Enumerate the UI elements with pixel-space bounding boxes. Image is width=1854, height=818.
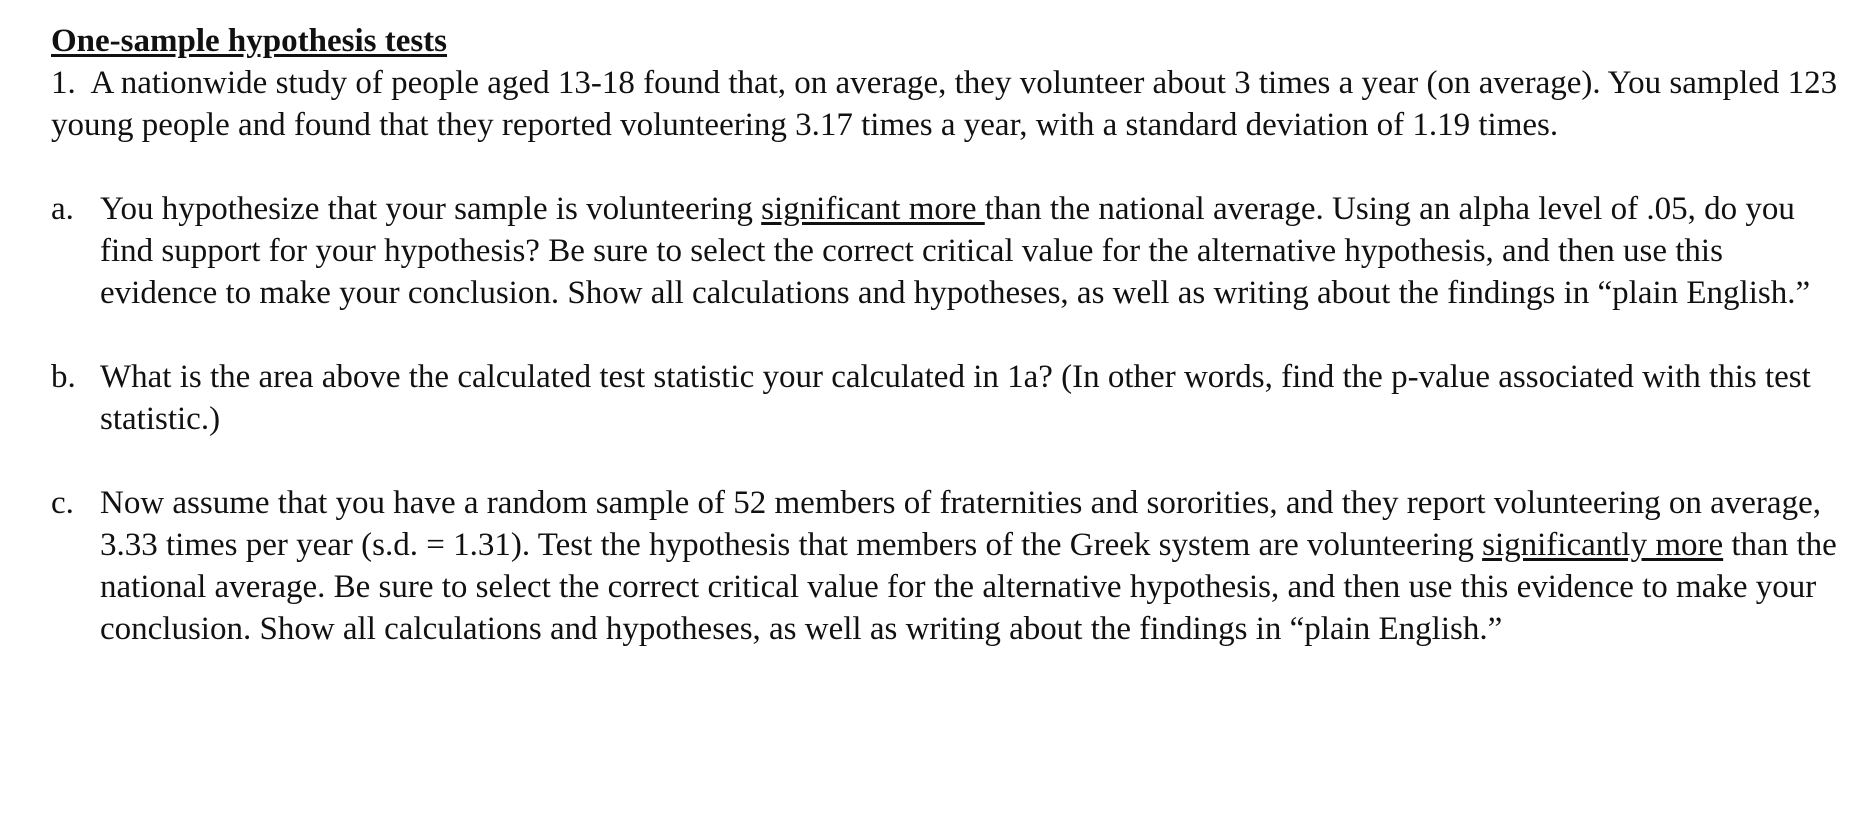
part-b-letter: b. xyxy=(51,359,76,395)
part-b-text: What is the area above the calculated test statistic your calculated in 1a? (In other words, find the p-value associated with this test statistic.) xyxy=(100,359,1811,437)
document-page xyxy=(51,20,1841,692)
page-title: One-sample hypothesis tests xyxy=(51,23,448,59)
part-c-text-before: Now assume that you have a random sample of 52 members of fraternities and sororities, and they report volunteering on average, 3.33 times per year (s.d. = 1.31). Test the hypothesis that members of the Greek system are volunteering xyxy=(100,485,1821,563)
part-a-text xyxy=(100,188,1841,314)
problem-1-intro xyxy=(51,62,1841,146)
part-c-text-after: than the national average. Be sure to select the correct critical value for the alternative hypothesis, and then use this evidence to make your conclusion. Show all calculations and hypotheses, as well as writing about the findings in “plain English.” xyxy=(100,527,1837,647)
part-c-text xyxy=(100,482,1841,650)
problem-number: 1. xyxy=(51,65,76,101)
part-a-emphasis: significant more xyxy=(761,191,985,227)
problem-parts xyxy=(51,188,1841,650)
part-c-letter: c. xyxy=(51,485,74,521)
part-a xyxy=(51,188,1841,314)
part-c-emphasis: significantly more xyxy=(1482,527,1724,563)
problem-intro-text: A nationwide study of people aged 13-18 found that, on average, they volunteer about 3 times a year (on average). You sampled 123 young people and found that they reported volunteering 3.17 times a year, with a standard deviation of 1.19 times. xyxy=(51,65,1838,143)
part-c xyxy=(51,482,1841,650)
part-b xyxy=(51,356,1841,440)
part-a-text-before: You hypothesize that your sample is volunteering xyxy=(100,191,762,227)
part-a-text-after: than the national average. Using an alpha level of .05, do you find support for your hypothesis? Be sure to select the correct critical value for the alternative hypothesis, and then use this evidence to make your conclusion. Show all calculations and hypotheses, as well as writing about the findings in “plain English.” xyxy=(100,191,1811,311)
part-a-letter: a. xyxy=(51,191,74,227)
